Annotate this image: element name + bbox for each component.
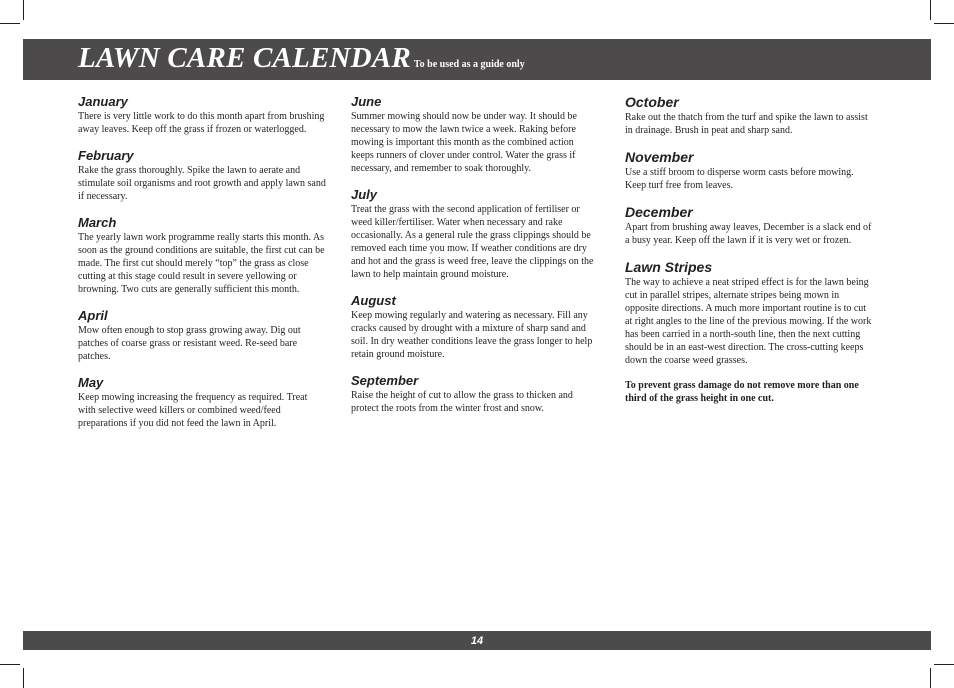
crop-mark	[934, 664, 954, 665]
section-heading: February	[78, 148, 134, 163]
section-heading: June	[351, 94, 382, 109]
section-october	[625, 94, 873, 137]
section-february	[78, 148, 326, 203]
section-heading: November	[625, 149, 694, 165]
grass-height-note: To prevent grass damage do not remove more than one third of the grass height in one cut.	[625, 380, 859, 404]
crop-mark	[930, 668, 931, 688]
crop-mark	[23, 0, 24, 20]
section-november	[625, 149, 873, 192]
footer-bar	[23, 631, 931, 650]
section-heading: December	[625, 204, 693, 220]
section-heading: May	[78, 375, 104, 390]
section-june	[351, 94, 599, 175]
section-heading: Lawn Stripes	[625, 259, 713, 275]
section-text: Rake the grass thoroughly. Spike the lawn to aerate and stimulate soil organisms and root growth and apply lawn sand if necessary.	[78, 165, 326, 202]
crop-mark	[23, 668, 24, 688]
section-text: Treat the grass with the second application of fertiliser or weed killer/fertiliser. Water when necessary and rake occasionally. As a general rule the grass clippings should be removed each time you mow. If weather conditions are dry and hot and the grass is weed free, leave the clippings on the lawn to help maintain ground moisture.	[351, 204, 594, 280]
column-middle	[351, 94, 599, 427]
section-heading: January	[78, 94, 128, 109]
section-text: Raise the height of cut to allow the grass to thicken and protect the roots from the winter frost and snow.	[351, 390, 573, 414]
section-lawn-stripes	[625, 259, 873, 367]
column-right	[625, 94, 873, 405]
section-heading: July	[351, 187, 378, 202]
page-subtitle: To be used as a guide only	[413, 59, 525, 70]
section-heading: April	[78, 308, 108, 323]
section-march	[78, 215, 326, 296]
section-text: The way to achieve a neat striped effect is for the lawn being cut in parallel stripes, alternate stripes being mown in opposite directions. A much more important routine is to cut at right angles to the line of the previous mowing. If the work has been carried in a north-south line, then the next cutting should be in an east-west direction. The cross-cutting keeps down the coarse weed grasses.	[625, 277, 872, 366]
section-heading: September	[351, 373, 419, 388]
page-title	[78, 40, 525, 83]
section-heading: August	[351, 293, 396, 308]
section-text: The yearly lawn work programme really starts this month. As soon as the ground conditions are suitable, the first cut can be made. The first cut should merely “top” the grass as close cutting at this stage could result in severe yellowing or browning. Two cuts are generally sufficient this month.	[78, 232, 325, 295]
crop-mark	[934, 23, 954, 24]
section-december	[625, 204, 873, 247]
section-text: Summer mowing should now be under way. It should be necessary to mow the lawn twice a week. Raking before mowing is important this month as the combined action keeps runners of clover under control. Water the grass if necessary, and remember to soak thoroughly.	[351, 111, 577, 174]
section-august	[351, 293, 599, 361]
page-number: 14	[470, 635, 484, 647]
section-text: Keep mowing increasing the frequency as required. Treat with selective weed killers or combined weed/feed preparations if you did not feed the lawn in April.	[78, 392, 308, 429]
section-text: Apart from brushing away leaves, December is a slack end of a busy year. Keep off the lawn if it is very wet or frozen.	[625, 222, 872, 246]
section-heading: October	[625, 94, 679, 110]
column-left	[78, 94, 326, 442]
header-bar	[23, 39, 931, 80]
crop-mark	[0, 664, 20, 665]
page-title-text: LAWN CARE CALENDAR	[78, 42, 411, 74]
crop-mark	[0, 23, 20, 24]
section-may	[78, 375, 326, 430]
section-september	[351, 373, 599, 415]
section-july	[351, 187, 599, 281]
section-text: There is very little work to do this month apart from brushing away leaves. Keep off the grass if frozen or waterlogged.	[78, 111, 325, 135]
section-text: Use a stiff broom to disperse worm casts before mowing. Keep turf free from leaves.	[625, 167, 854, 191]
crop-mark	[930, 0, 931, 20]
section-text: Keep mowing regularly and watering as necessary. Fill any cracks caused by drought with a mixture of sharp sand and soil. In dry weather conditions leave the grass longer to help retain ground moisture.	[351, 310, 593, 360]
section-january	[78, 94, 326, 136]
section-text: Mow often enough to stop grass growing away. Dig out patches of coarse grass or resistant weed. Re-seed bare patches.	[78, 325, 301, 362]
section-text: Rake out the thatch from the turf and spike the lawn to assist in drainage. Brush in peat and sharp sand.	[625, 112, 868, 136]
section-heading: March	[78, 215, 117, 230]
section-april	[78, 308, 326, 363]
